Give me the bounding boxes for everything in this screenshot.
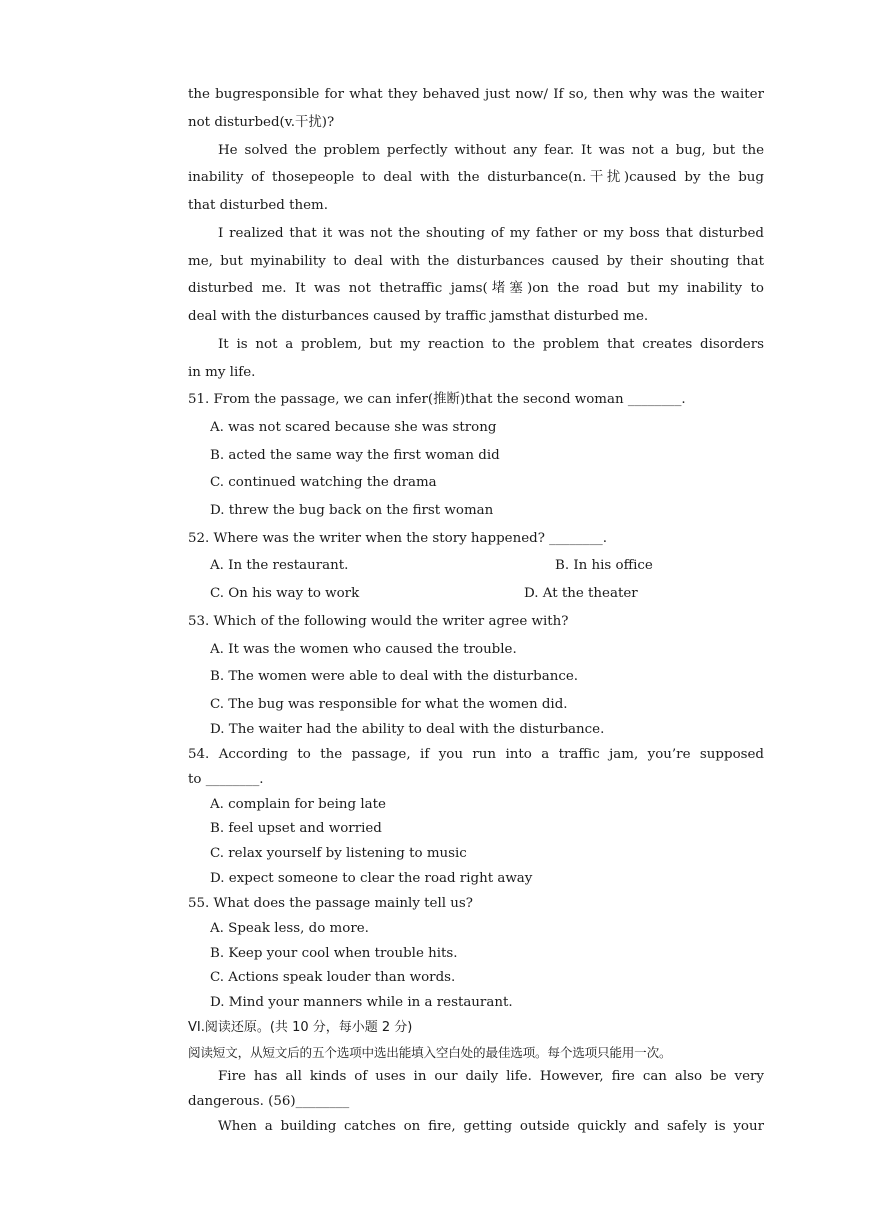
answer-option: A. In the restaurant. <box>210 558 349 573</box>
passage-line: deal with the disturbances caused by traffic jamsthat disturbed me. <box>188 309 649 324</box>
passage-line: He solved the problem perfectly without any fear. It was not a bug, but the <box>218 143 764 158</box>
passage-line: in my life. <box>188 365 256 380</box>
answer-option: C. continued watching the drama <box>210 475 437 490</box>
answer-option: B. In his office <box>555 558 653 573</box>
answer-option: A. Speak less, do more. <box>210 921 369 936</box>
passage-line: not disturbed(v.干扰)? <box>188 115 335 130</box>
question-stem: 51. From the passage, we can infer(推断)that the second woman ________. <box>188 392 686 407</box>
answer-option: C. Actions speak louder than words. <box>210 970 456 985</box>
answer-option: D. Mind your manners while in a restaurant. <box>210 995 513 1010</box>
passage-line: I realized that it was not the shouting of my father or my boss that disturbed <box>218 226 764 241</box>
answer-option: B. The women were able to deal with the disturbance. <box>210 669 579 684</box>
answer-option: C. The bug was responsible for what the women did. <box>210 697 568 712</box>
passage-line: me, but myinability to deal with the disturbances caused by their shouting that <box>188 254 764 269</box>
passage-line: dangerous. (56)________ <box>188 1094 350 1109</box>
passage-line: When a building catches on fire, getting outside quickly and safely is your <box>218 1119 764 1134</box>
question-stem: 54. According to the passage, if you run into a traffic jam, you’re supposed <box>188 747 764 762</box>
passage-line: It is not a problem, but my reaction to the problem that creates disorders <box>218 337 764 352</box>
answer-option: B. feel upset and worried <box>210 821 382 836</box>
section-instruction: 阅读短文，从短文后的五个选项中选出能填入空白处的最佳选项。每个选项只能用一次。 <box>188 1045 672 1060</box>
answer-option: A. was not scared because she was strong <box>210 420 497 435</box>
answer-option: A. It was the women who caused the trouble. <box>210 642 517 657</box>
answer-option: A. complain for being late <box>210 797 386 812</box>
section-heading: VI.阅读还原。(共 10 分，每小题 2 分) <box>188 1020 413 1035</box>
passage-line: that disturbed them. <box>188 198 328 213</box>
passage-line: disturbed me. It was not thetraffic jams(堵塞)on the road but my inability to <box>188 281 764 296</box>
passage-line: the bugresponsible for what they behaved just now/ If so, then why was the waiter <box>188 87 764 102</box>
passage-line: Fire has all kinds of uses in our daily life. However, fire can also be very <box>218 1069 764 1084</box>
answer-option: C. On his way to work <box>210 586 360 601</box>
answer-option: C. relax yourself by listening to music <box>210 846 467 861</box>
answer-option: D. At the theater <box>524 586 638 601</box>
answer-option: B. Keep your cool when trouble hits. <box>210 946 458 961</box>
question-stem: to ________. <box>188 772 264 787</box>
answer-option: D. The waiter had the ability to deal with the disturbance. <box>210 722 605 737</box>
answer-option: D. expect someone to clear the road right away <box>210 871 533 886</box>
answer-option: B. acted the same way the first woman did <box>210 448 500 463</box>
passage-line: inability of thosepeople to deal with the disturbance(n.干扰)caused by the bug <box>188 170 764 185</box>
question-stem: 55. What does the passage mainly tell us? <box>188 896 473 911</box>
question-stem: 53. Which of the following would the writer agree with? <box>188 614 569 629</box>
question-stem: 52. Where was the writer when the story happened? ________. <box>188 531 607 546</box>
answer-option: D. threw the bug back on the first woman <box>210 503 494 518</box>
